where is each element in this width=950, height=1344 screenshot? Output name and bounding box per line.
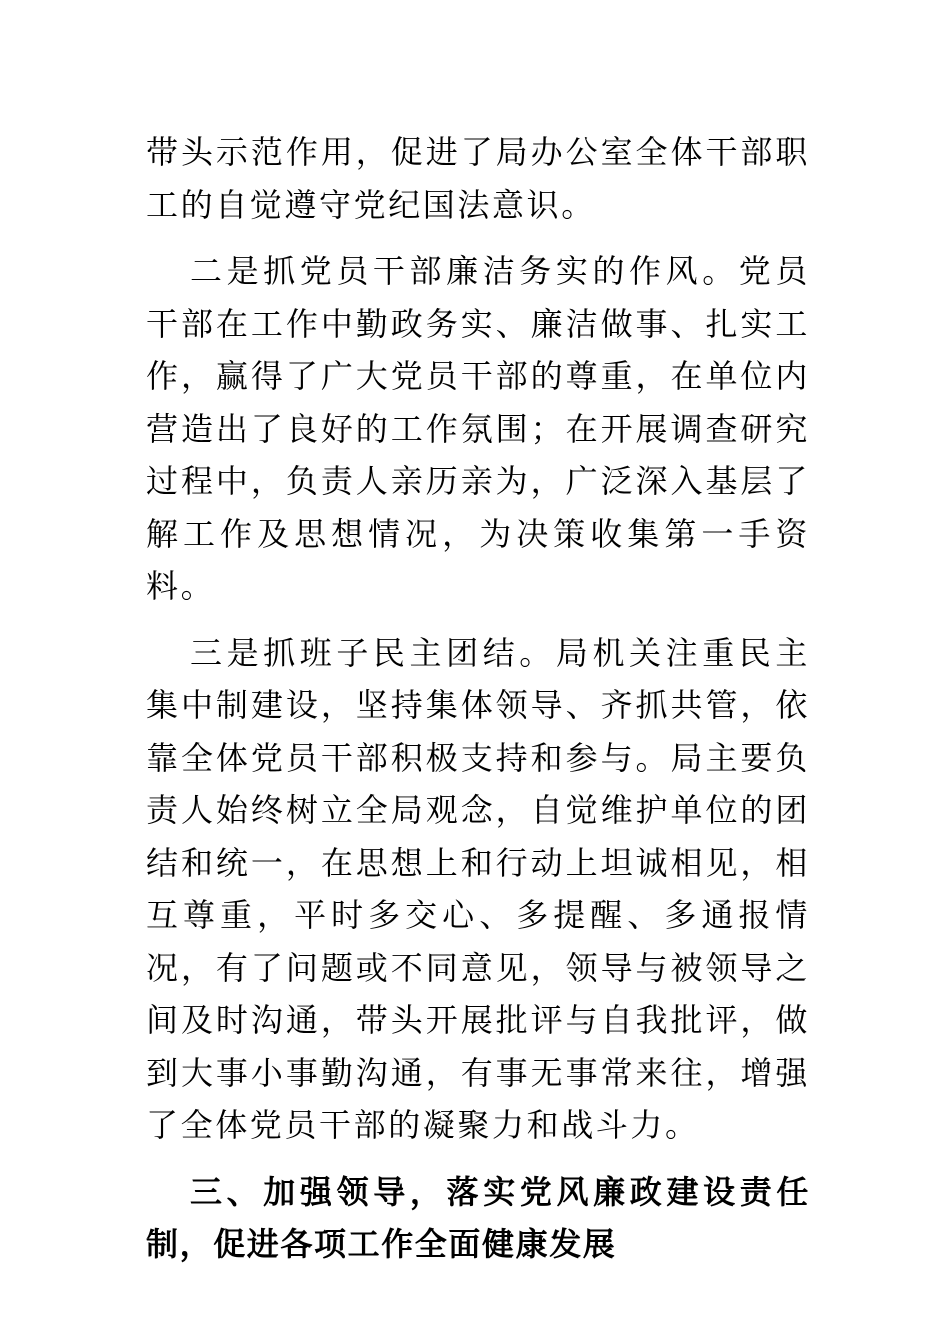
paragraph-continuation: 带头示范作用，促进了局办公室全体干部职工的自觉遵守党纪国法意识。 — [146, 133, 810, 224]
paragraph-team-unity: 三是抓班子民主团结。局机关注重民主集中制建设，坚持集体领导、齐抓共管，依靠全体党员干部积极支持和参与。局主要负责人始终树立全局观念，自觉维护单位的团结和统一，在思想上和行动上坦诚相见，相互尊重，平时多交心、多提醒、多通报情况，有了问题或不同意见，领导与被领导之间及时沟通，带头开展批评与自我批评，做到大事小事勤沟通，有事无事常来往，增强了全体党员干部的凝聚力和战斗力。 — [146, 633, 810, 1144]
section-heading: 三、加强领导，落实党风廉政建设责任制，促进各项工作全面健康发展 — [146, 1172, 810, 1263]
document-body — [146, 126, 810, 1271]
paragraph-work-style: 二是抓党员干部廉洁务实的作风。党员干部在工作中勤政务实、廉洁做事、扎实工作，赢得了广大党员干部的尊重，在单位内营造出了良好的工作氛围；在开展调查研究过程中，负责人亲历亲为，广泛深入基层了解工作及思想情况，为决策收集第一手资料。 — [146, 252, 810, 605]
